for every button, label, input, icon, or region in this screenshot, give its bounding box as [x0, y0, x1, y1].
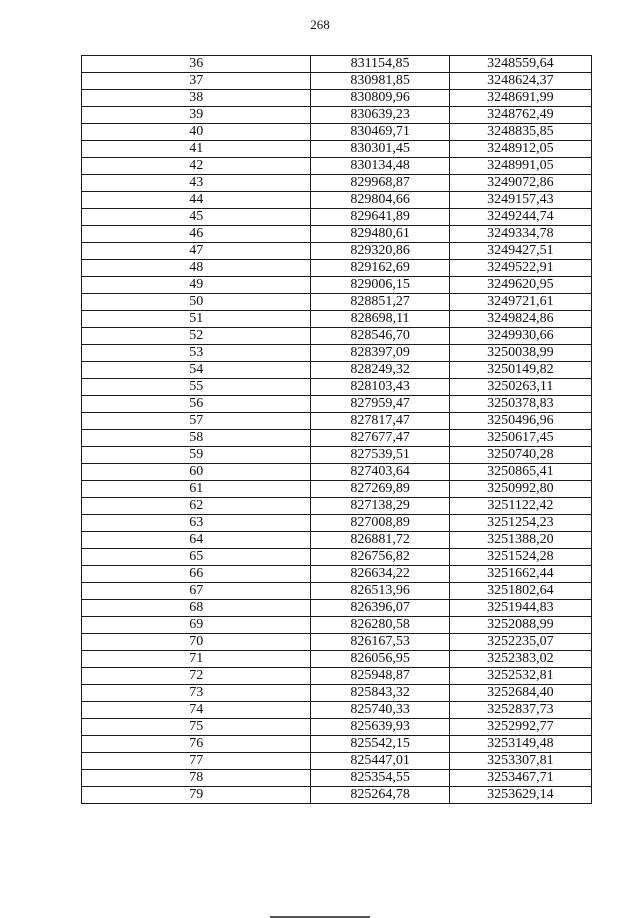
x-coordinate-cell: 826056,95	[311, 651, 449, 668]
y-coordinate-cell: 3252532,81	[449, 668, 591, 685]
table-row	[82, 787, 592, 804]
point-number-cell: 72	[82, 668, 311, 685]
table-row	[82, 413, 592, 430]
point-number-cell: 57	[82, 413, 311, 430]
x-coordinate-cell: 828397,09	[311, 345, 449, 362]
point-number-cell: 49	[82, 277, 311, 294]
table-row	[82, 430, 592, 447]
table-row	[82, 175, 592, 192]
y-coordinate-cell: 3250617,45	[449, 430, 591, 447]
table-row	[82, 668, 592, 685]
point-number-cell: 44	[82, 192, 311, 209]
y-coordinate-cell: 3251802,64	[449, 583, 591, 600]
y-coordinate-cell: 3249072,86	[449, 175, 591, 192]
point-number-cell: 78	[82, 770, 311, 787]
point-number-cell: 43	[82, 175, 311, 192]
table-row	[82, 158, 592, 175]
y-coordinate-cell: 3248991,05	[449, 158, 591, 175]
x-coordinate-cell: 830809,96	[311, 90, 449, 107]
x-coordinate-cell: 828851,27	[311, 294, 449, 311]
point-number-cell: 70	[82, 634, 311, 651]
x-coordinate-cell: 827539,51	[311, 447, 449, 464]
table-row	[82, 379, 592, 396]
x-coordinate-cell: 829968,87	[311, 175, 449, 192]
x-coordinate-cell: 827138,29	[311, 498, 449, 515]
y-coordinate-cell: 3253149,48	[449, 736, 591, 753]
x-coordinate-cell: 830301,45	[311, 141, 449, 158]
point-number-cell: 54	[82, 362, 311, 379]
x-coordinate-cell: 829641,89	[311, 209, 449, 226]
x-coordinate-cell: 831154,85	[311, 56, 449, 73]
table-row	[82, 107, 592, 124]
table-row	[82, 600, 592, 617]
y-coordinate-cell: 3250263,11	[449, 379, 591, 396]
y-coordinate-cell: 3250149,82	[449, 362, 591, 379]
x-coordinate-cell: 829804,66	[311, 192, 449, 209]
x-coordinate-cell: 828698,11	[311, 311, 449, 328]
x-coordinate-cell: 829006,15	[311, 277, 449, 294]
point-number-cell: 67	[82, 583, 311, 600]
table-row	[82, 226, 592, 243]
point-number-cell: 75	[82, 719, 311, 736]
point-number-cell: 46	[82, 226, 311, 243]
x-coordinate-cell: 827008,89	[311, 515, 449, 532]
point-number-cell: 37	[82, 73, 311, 90]
x-coordinate-cell: 825740,33	[311, 702, 449, 719]
table-row	[82, 396, 592, 413]
table-row	[82, 56, 592, 73]
y-coordinate-cell: 3248691,99	[449, 90, 591, 107]
table-row	[82, 651, 592, 668]
point-number-cell: 36	[82, 56, 311, 73]
y-coordinate-cell: 3252088,99	[449, 617, 591, 634]
y-coordinate-cell: 3253467,71	[449, 770, 591, 787]
x-coordinate-cell: 826881,72	[311, 532, 449, 549]
point-number-cell: 45	[82, 209, 311, 226]
point-number-cell: 61	[82, 481, 311, 498]
y-coordinate-cell: 3253629,14	[449, 787, 591, 804]
point-number-cell: 74	[82, 702, 311, 719]
x-coordinate-cell: 829320,86	[311, 243, 449, 260]
table-row	[82, 685, 592, 702]
y-coordinate-cell: 3249824,86	[449, 311, 591, 328]
table-row	[82, 634, 592, 651]
table-row	[82, 566, 592, 583]
table-row	[82, 549, 592, 566]
x-coordinate-cell: 827677,47	[311, 430, 449, 447]
x-coordinate-cell: 829162,69	[311, 260, 449, 277]
table-row	[82, 192, 592, 209]
table-row	[82, 243, 592, 260]
table-row	[82, 736, 592, 753]
y-coordinate-cell: 3251944,83	[449, 600, 591, 617]
y-coordinate-cell: 3252837,73	[449, 702, 591, 719]
y-coordinate-cell: 3248624,37	[449, 73, 591, 90]
y-coordinate-cell: 3248912,05	[449, 141, 591, 158]
x-coordinate-cell: 828249,32	[311, 362, 449, 379]
point-number-cell: 76	[82, 736, 311, 753]
table-row	[82, 294, 592, 311]
y-coordinate-cell: 3252235,07	[449, 634, 591, 651]
point-number-cell: 64	[82, 532, 311, 549]
y-coordinate-cell: 3249522,91	[449, 260, 591, 277]
y-coordinate-cell: 3250496,96	[449, 413, 591, 430]
y-coordinate-cell: 3251662,44	[449, 566, 591, 583]
y-coordinate-cell: 3248559,64	[449, 56, 591, 73]
table-row	[82, 702, 592, 719]
page-number: 268	[310, 17, 330, 32]
y-coordinate-cell: 3250740,28	[449, 447, 591, 464]
y-coordinate-cell: 3250865,41	[449, 464, 591, 481]
x-coordinate-cell: 830981,85	[311, 73, 449, 90]
y-coordinate-cell: 3248762,49	[449, 107, 591, 124]
y-coordinate-cell: 3250038,99	[449, 345, 591, 362]
y-coordinate-cell: 3249930,66	[449, 328, 591, 345]
point-number-cell: 62	[82, 498, 311, 515]
point-number-cell: 51	[82, 311, 311, 328]
point-number-cell: 41	[82, 141, 311, 158]
table-row	[82, 209, 592, 226]
y-coordinate-cell: 3252383,02	[449, 651, 591, 668]
table-row	[82, 328, 592, 345]
table-row	[82, 345, 592, 362]
point-number-cell: 63	[82, 515, 311, 532]
x-coordinate-cell: 825843,32	[311, 685, 449, 702]
x-coordinate-cell: 828546,70	[311, 328, 449, 345]
point-number-cell: 47	[82, 243, 311, 260]
x-coordinate-cell: 826513,96	[311, 583, 449, 600]
point-number-cell: 66	[82, 566, 311, 583]
point-number-cell: 69	[82, 617, 311, 634]
y-coordinate-cell: 3253307,81	[449, 753, 591, 770]
point-number-cell: 79	[82, 787, 311, 804]
table-row	[82, 124, 592, 141]
table-row	[82, 277, 592, 294]
x-coordinate-cell: 825948,87	[311, 668, 449, 685]
x-coordinate-cell: 826756,82	[311, 549, 449, 566]
x-coordinate-cell: 825542,15	[311, 736, 449, 753]
x-coordinate-cell: 829480,61	[311, 226, 449, 243]
point-number-cell: 60	[82, 464, 311, 481]
y-coordinate-cell: 3252684,40	[449, 685, 591, 702]
table-row	[82, 532, 592, 549]
y-coordinate-cell: 3249721,61	[449, 294, 591, 311]
y-coordinate-cell: 3249334,78	[449, 226, 591, 243]
coordinates-table-body	[82, 56, 592, 804]
table-row	[82, 464, 592, 481]
x-coordinate-cell: 830469,71	[311, 124, 449, 141]
y-coordinate-cell: 3249244,74	[449, 209, 591, 226]
table-row	[82, 260, 592, 277]
table-row	[82, 753, 592, 770]
table-row	[82, 498, 592, 515]
y-coordinate-cell: 3250378,83	[449, 396, 591, 413]
y-coordinate-cell: 3251388,20	[449, 532, 591, 549]
x-coordinate-cell: 830639,23	[311, 107, 449, 124]
table-row	[82, 362, 592, 379]
y-coordinate-cell: 3251254,23	[449, 515, 591, 532]
x-coordinate-cell: 827269,89	[311, 481, 449, 498]
x-coordinate-cell: 825639,93	[311, 719, 449, 736]
y-coordinate-cell: 3250992,80	[449, 481, 591, 498]
x-coordinate-cell: 825264,78	[311, 787, 449, 804]
point-number-cell: 39	[82, 107, 311, 124]
point-number-cell: 52	[82, 328, 311, 345]
point-number-cell: 56	[82, 396, 311, 413]
y-coordinate-cell: 3251524,28	[449, 549, 591, 566]
table-row	[82, 515, 592, 532]
point-number-cell: 73	[82, 685, 311, 702]
x-coordinate-cell: 825354,55	[311, 770, 449, 787]
x-coordinate-cell: 827403,64	[311, 464, 449, 481]
table-row	[82, 481, 592, 498]
table-row	[82, 447, 592, 464]
x-coordinate-cell: 827959,47	[311, 396, 449, 413]
table-row	[82, 141, 592, 158]
coordinates-table	[81, 55, 592, 804]
table-row	[82, 770, 592, 787]
point-number-cell: 59	[82, 447, 311, 464]
table-row	[82, 583, 592, 600]
y-coordinate-cell: 3252992,77	[449, 719, 591, 736]
point-number-cell: 42	[82, 158, 311, 175]
y-coordinate-cell: 3249427,51	[449, 243, 591, 260]
x-coordinate-cell: 826167,53	[311, 634, 449, 651]
table-row	[82, 311, 592, 328]
x-coordinate-cell: 830134,48	[311, 158, 449, 175]
point-number-cell: 53	[82, 345, 311, 362]
point-number-cell: 58	[82, 430, 311, 447]
x-coordinate-cell: 826634,22	[311, 566, 449, 583]
x-coordinate-cell: 826280,58	[311, 617, 449, 634]
table-row	[82, 617, 592, 634]
y-coordinate-cell: 3249157,43	[449, 192, 591, 209]
x-coordinate-cell: 826396,07	[311, 600, 449, 617]
y-coordinate-cell: 3249620,95	[449, 277, 591, 294]
point-number-cell: 55	[82, 379, 311, 396]
table-row	[82, 90, 592, 107]
point-number-cell: 71	[82, 651, 311, 668]
y-coordinate-cell: 3251122,42	[449, 498, 591, 515]
point-number-cell: 38	[82, 90, 311, 107]
y-coordinate-cell: 3248835,85	[449, 124, 591, 141]
table-row	[82, 719, 592, 736]
x-coordinate-cell: 827817,47	[311, 413, 449, 430]
x-coordinate-cell: 828103,43	[311, 379, 449, 396]
table-row	[82, 73, 592, 90]
point-number-cell: 68	[82, 600, 311, 617]
point-number-cell: 77	[82, 753, 311, 770]
point-number-cell: 65	[82, 549, 311, 566]
point-number-cell: 40	[82, 124, 311, 141]
x-coordinate-cell: 825447,01	[311, 753, 449, 770]
point-number-cell: 48	[82, 260, 311, 277]
point-number-cell: 50	[82, 294, 311, 311]
